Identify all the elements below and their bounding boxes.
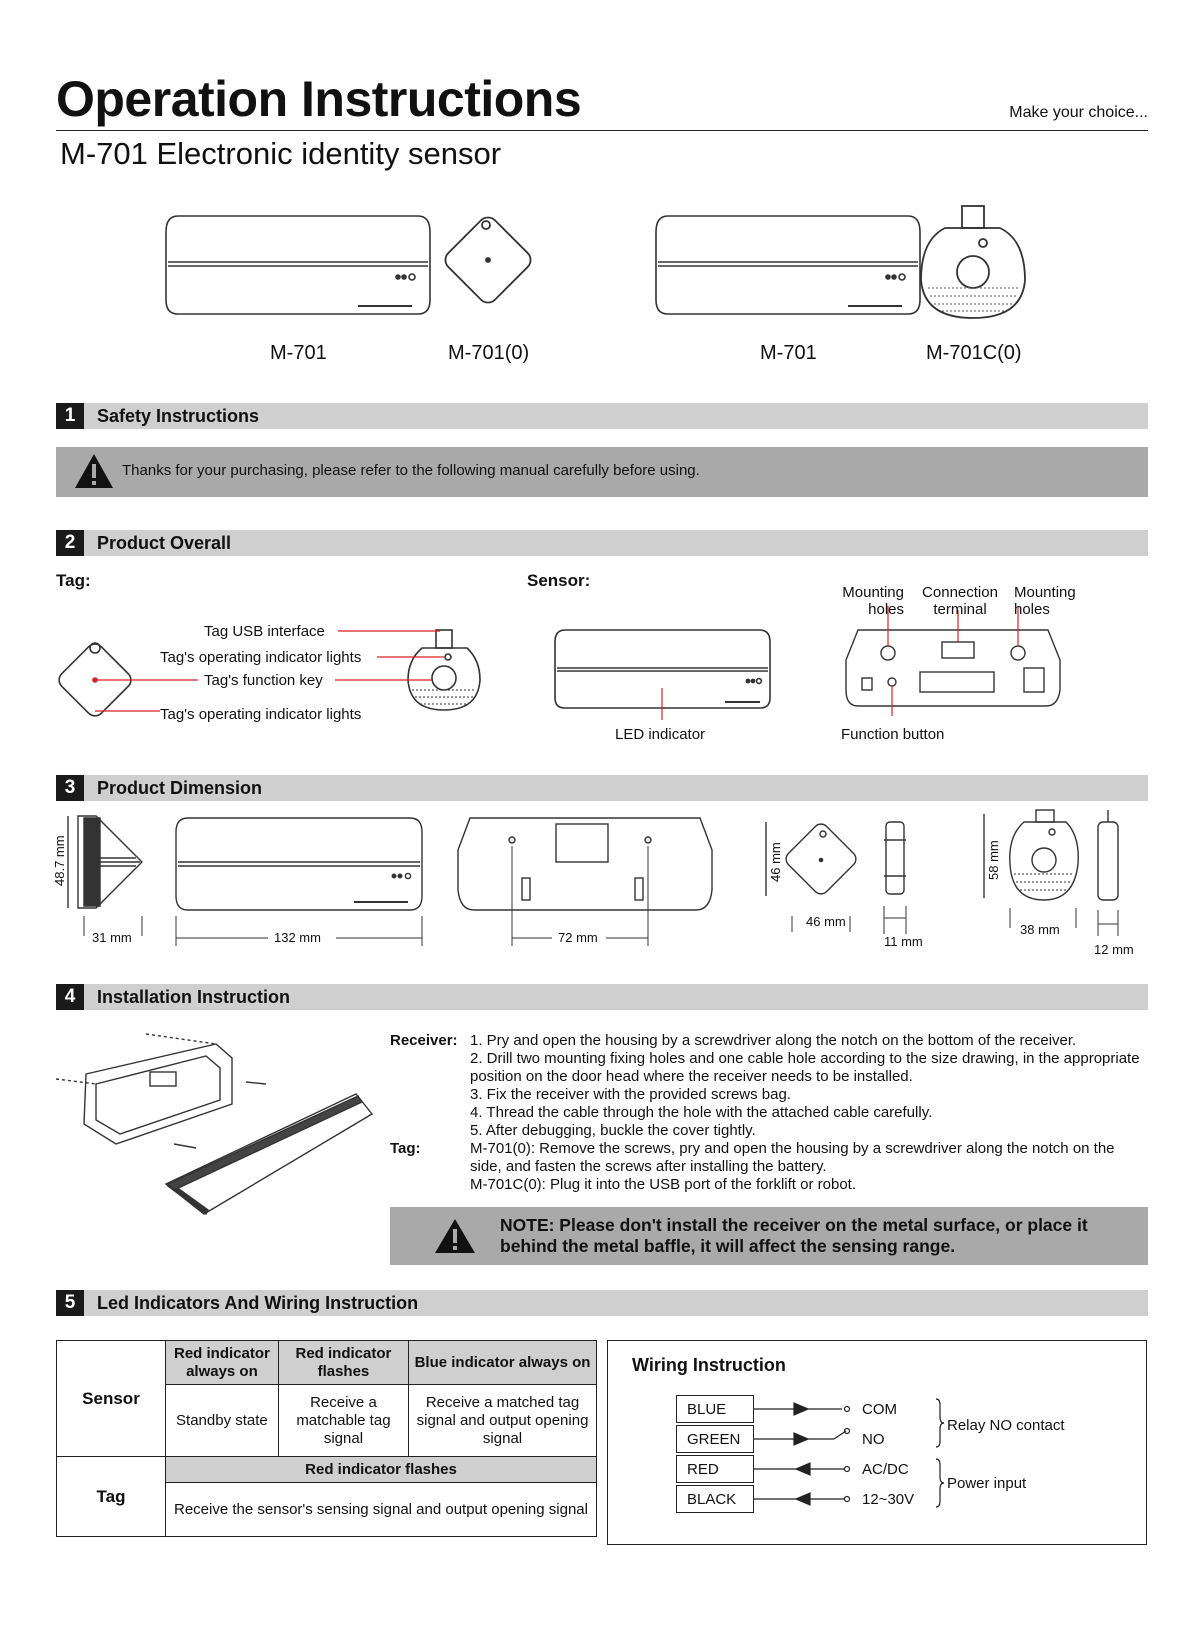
model-label-1: M-701 (270, 342, 327, 364)
receiver-steps (390, 1032, 1150, 1140)
tag-step: M-701C(0): Plug it into the USB port of the forklift or robot. (470, 1176, 857, 1193)
dim-length: 132 mm (274, 930, 321, 945)
warning-icon (74, 452, 114, 490)
receiver-step: 1. Pry and open the housing by a screwdriver along the notch on the bottom of the receiver. (470, 1032, 1077, 1049)
section-title: Product Overall (97, 533, 232, 553)
terminal-acdc: AC/DC (862, 1461, 909, 1478)
safety-notice (56, 447, 1148, 497)
model-label-2: M-701(0) (448, 342, 530, 364)
model-label-3: M-701 (760, 342, 817, 364)
installation-note (390, 1207, 1148, 1265)
tag-label: Tag: (390, 1140, 421, 1157)
label-line: terminal (933, 601, 987, 618)
led-indicator-table (56, 1340, 597, 1537)
wire-black: BLACK (676, 1485, 754, 1513)
receiver-step: 3. Fix the receiver with the provided screws bag. (470, 1086, 791, 1103)
section-title: Product Dimension (97, 778, 263, 798)
installation-note-text: NOTE: Please don't install the receiver on the metal surface, or place it behind the metal baffle, it will affect the sensing range. (500, 1215, 1088, 1256)
dim-tag-height: 46 mm (768, 842, 783, 882)
section-number: 4 (56, 984, 84, 1010)
led-state: Receive a matched tag signal and output opening signal (409, 1385, 597, 1457)
tag-callout-lines (95, 631, 444, 711)
section-header-installation (56, 984, 1148, 1010)
section-number: 2 (56, 530, 84, 556)
tag-led-header: Red indicator flashes (166, 1457, 597, 1483)
safety-notice-text: Thanks for your purchasing, please refer to the following manual carefully before using. (122, 462, 700, 479)
wiring-title: Wiring Instruction (632, 1355, 786, 1375)
tag-led-state: Receive the sensor's sensing signal and output opening signal (166, 1483, 597, 1537)
section-number: 5 (56, 1290, 84, 1316)
label-line: Mounting (1014, 584, 1076, 601)
led-header: Red indicator always on (166, 1341, 279, 1385)
section-title: Led Indicators And Wiring Instruction (97, 1293, 419, 1313)
usb-tag-illustration (921, 206, 1025, 318)
terminal-com: COM (862, 1401, 897, 1418)
wire-green: GREEN (676, 1425, 754, 1453)
installation-steps (390, 1032, 1150, 1194)
label-line: Mounting (842, 584, 904, 601)
callout-mounting-holes-1 (838, 584, 904, 618)
label-line: Connection (922, 584, 998, 601)
dim-usb-tag-width: 38 mm (1020, 922, 1060, 937)
section-title: Installation Instruction (97, 987, 291, 1007)
callout-led-indicator: LED indicator (615, 726, 706, 743)
wiring-instruction-box (607, 1340, 1147, 1545)
dim-usb-tag-thickness: 12 mm (1094, 942, 1134, 957)
relay-no-contact-label: Relay NO contact (947, 1417, 1065, 1434)
terminal-12-30v: 12~30V (862, 1491, 915, 1508)
section-header-safety (56, 403, 1148, 429)
receiver-step: 2. Drill two mounting fixing holes and one cable hole according to the size drawing, in the appropriate position on the door head where the receiver needs to be installed. (470, 1050, 1140, 1085)
tag-step: M-701(0): Remove the screws, pry and open the housing by a screwdriver along the notch on the side, and fasten the screws after installing the battery. (470, 1140, 1115, 1175)
receiver-step: 4. Thread the cable through the hole with the attached cable carefully. (470, 1104, 933, 1121)
section-number: 3 (56, 775, 84, 801)
dim-usb-tag-height: 58 mm (986, 840, 1001, 880)
dimension-drawings (0, 810, 1200, 960)
sensor-open-diagram (846, 630, 1060, 706)
label-line: holes (1014, 601, 1050, 618)
callout-mounting-holes-2 (1014, 584, 1076, 618)
dim-tag-thickness: 11 mm (884, 934, 923, 949)
section-header-overall (56, 530, 1148, 556)
led-state: Standby state (166, 1385, 279, 1457)
terminal-no: NO (862, 1431, 885, 1448)
power-input-label: Power input (947, 1475, 1027, 1492)
receiver-illustration-1 (166, 216, 430, 314)
sensor-row-label: Sensor (57, 1341, 166, 1457)
led-state: Receive a matchable tag signal (278, 1385, 408, 1457)
dim-hole-spacing: 72 mm (558, 930, 598, 945)
receiver-label: Receiver: (390, 1032, 458, 1049)
dim-depth-side: 31 mm (92, 930, 132, 945)
callout-connection-terminal (918, 584, 1002, 618)
led-header: Blue indicator always on (409, 1341, 597, 1385)
sensor-heading: Sensor: (527, 571, 591, 590)
callout-tag-usb: Tag USB interface (204, 623, 325, 640)
wire-red: RED (676, 1455, 754, 1483)
section-header-dimension (56, 775, 1148, 801)
tag-illustration-1 (441, 213, 534, 306)
receiver-step: 5. After debugging, buckle the cover tightly. (470, 1122, 756, 1139)
label-line: holes (868, 601, 904, 618)
dim-tag-width: 46 mm (806, 914, 846, 929)
led-header: Red indicator flashes (278, 1341, 408, 1385)
product-subtitle: M-701 Electronic identity sensor (60, 136, 502, 171)
tag-heading: Tag: (56, 571, 91, 590)
section-header-led-wiring (56, 1290, 1148, 1316)
installation-illustration (56, 1024, 376, 1224)
product-illustrations (0, 0, 1200, 380)
callout-function-button: Function button (841, 726, 945, 743)
usb-tag-diagram (408, 630, 480, 710)
sensor-callout-lines (662, 606, 1018, 720)
page-title: Operation Instructions (56, 71, 582, 127)
wire-blue: BLUE (676, 1395, 754, 1423)
callout-tag-indicator-2: Tag's operating indicator lights (160, 706, 362, 723)
tag-row-label: Tag (57, 1457, 166, 1537)
callout-tag-function-key: Tag's function key (204, 672, 323, 689)
callout-tag-indicator-1: Tag's operating indicator lights (160, 649, 362, 666)
receiver-illustration-2 (656, 216, 920, 314)
warning-icon (434, 1217, 476, 1255)
tag-steps (390, 1140, 1150, 1194)
section-title: Safety Instructions (97, 406, 260, 426)
dim-height-side: 48.7 mm (52, 835, 67, 886)
tagline: Make your choice... (1009, 104, 1148, 121)
section-number: 1 (56, 403, 84, 429)
model-label-4: M-701C(0) (926, 342, 1022, 364)
